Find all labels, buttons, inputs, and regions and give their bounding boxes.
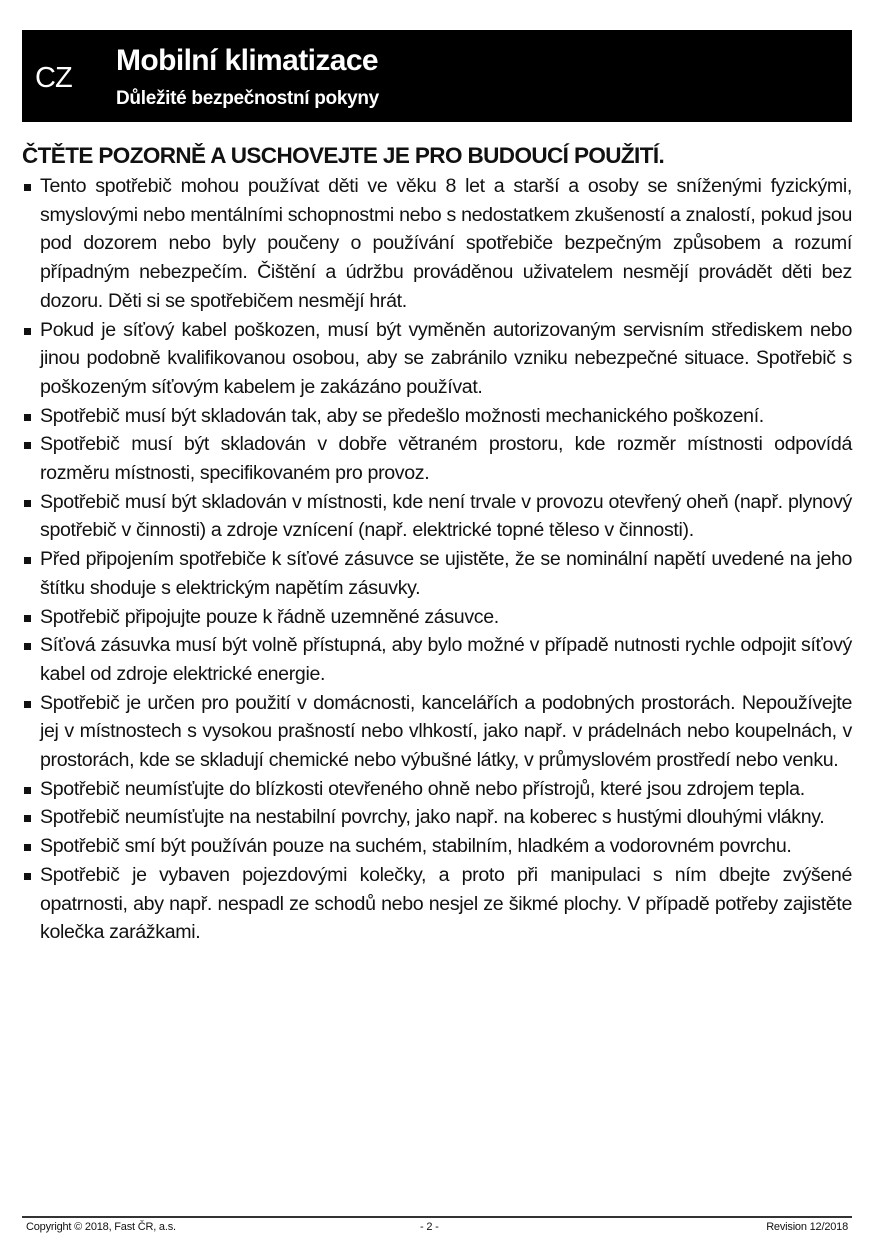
document-subtitle: Důležité bezpečnostní pokyny <box>116 88 379 109</box>
list-item: Spotřebič musí být skladován v dobře větraném prostoru, kde rozměr místnosti odpovídá rozměru místnosti, specifikovaném pro provoz. <box>22 430 852 487</box>
list-item: Spotřebič je určen pro použití v domácnosti, kancelářích a podobných prostorách. Nepoužívejte jej v místnostech s vysokou prašností nebo vlhkostí, jako např. v prádelnách nebo koupelnách, v prostorách, kde se skladují chemické nebo výbušné látky, v průmyslovém prostředí nebo venku. <box>22 689 852 775</box>
section-heading: ČTĚTE POZORNĚ A USCHOVEJTE JE PRO BUDOUCÍ POUŽITÍ. <box>22 143 665 168</box>
list-item: Před připojením spotřebiče k síťové zásuvce se ujistěte, že se nominální napětí uvedené na jeho štítku shoduje s elektrickým napětím zásuvky. <box>22 545 852 602</box>
page-number: - 2 - <box>420 1221 439 1233</box>
list-item: Spotřebič neumísťujte do blízkosti otevřeného ohně nebo přístrojů, které jsou zdrojem tepla. <box>22 775 852 804</box>
footer-revision: Revision 12/2018 <box>766 1221 848 1233</box>
list-item: Spotřebič musí být skladován v místnosti, kde není trvale v provozu otevřený oheň (např. plynový spotřebič v činnosti) a zdroje vznícení (např. elektrické topné těleso v činnosti). <box>22 488 852 545</box>
list-item: Spotřebič připojujte pouze k řádně uzemněné zásuvce. <box>22 603 852 632</box>
list-item: Spotřebič je vybaven pojezdovými kolečky, a proto při manipulaci s ním dbejte zvýšené opatrnosti, aby např. nespadl ze schodů nebo nesjel ze šikmé plochy. V případě potřeby zajistěte kolečka zarážkami. <box>22 861 852 947</box>
list-item: Spotřebič smí být používán pouze na suchém, stabilním, hladkém a vodorovném povrchu. <box>22 832 852 861</box>
header-banner <box>22 30 852 122</box>
list-item: Pokud je síťový kabel poškozen, musí být vyměněn autorizovaným servisním střediskem nebo jinou podobně kvalifikovanou osobou, aby se zabránilo vzniku nebezpečné situace. Spotřebič s poškozeným síťovým kabelem je zakázáno používat. <box>22 316 852 402</box>
language-code: CZ <box>35 62 72 94</box>
list-item: Spotřebič neumísťujte na nestabilní povrchy, jako např. na koberec s hustými dlouhými vlákny. <box>22 803 852 832</box>
footer-divider <box>22 1216 852 1218</box>
list-item: Tento spotřebič mohou používat děti ve věku 8 let a starší a osoby se sníženými fyzickými, smyslovými nebo mentálními schopnostmi nebo s nedostatkem zkušeností a znalostí, pokud jsou pod dozorem nebo byly poučeny o používání spotřebiče bezpečným způsobem a rozumí případným nebezpečím. Čištění a údržbu prováděnou uživatelem nesmějí provádět děti bez dozoru. Děti si se spotřebičem nesmějí hrát. <box>22 172 852 316</box>
safety-list <box>22 172 852 947</box>
list-item: Síťová zásuvka musí být volně přístupná, aby bylo možné v případě nutnosti rychle odpojit síťový kabel od zdroje elektrické energie. <box>22 631 852 688</box>
list-item: Spotřebič musí být skladován tak, aby se předešlo možnosti mechanického poškození. <box>22 402 852 431</box>
document-title: Mobilní klimatizace <box>116 44 378 77</box>
footer-copyright: Copyright © 2018, Fast ČR, a.s. <box>26 1221 176 1233</box>
